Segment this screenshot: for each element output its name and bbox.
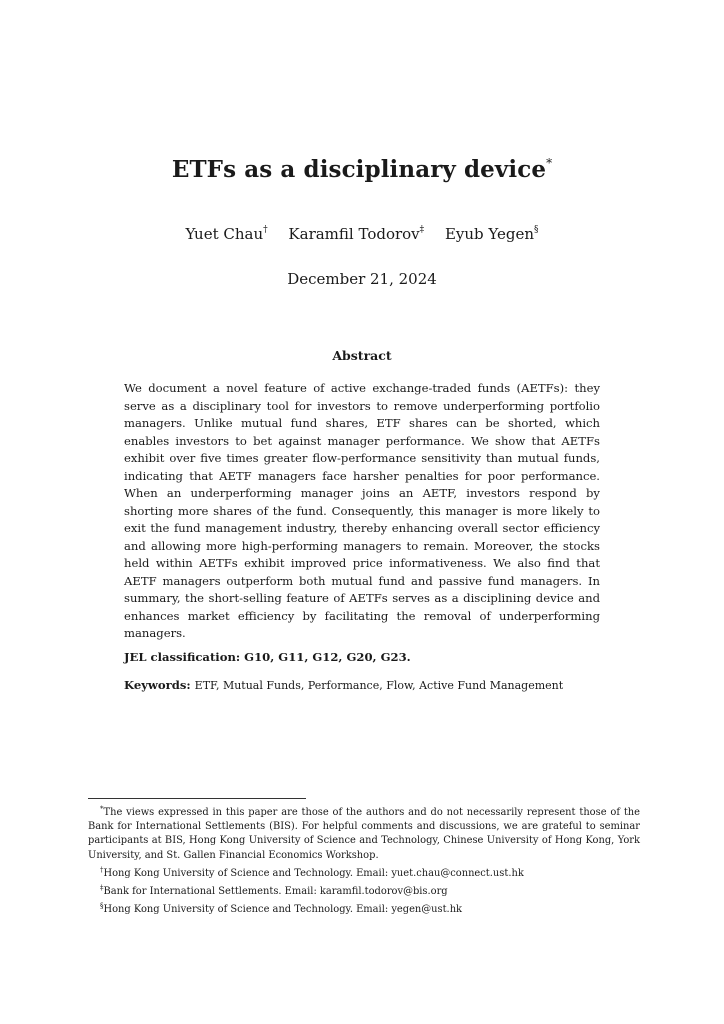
- footnote-mark: *: [100, 805, 104, 813]
- footnote-mark: ‡: [100, 884, 104, 893]
- footnote-1: [88, 802, 640, 863]
- paper-title-text: ETFs as a disciplinary device: [171, 156, 547, 183]
- author-3: [445, 225, 539, 243]
- footnotes: [88, 802, 640, 917]
- jel-classification: JEL classification: G10, G11, G12, G20, G23.: [124, 650, 411, 664]
- footnote-2: [88, 863, 640, 881]
- keywords-label: Keywords:: [124, 678, 191, 692]
- title-footnote-mark: *: [546, 156, 553, 170]
- footnote-mark: §: [100, 902, 104, 911]
- author-1: [185, 225, 267, 243]
- footnote-text: Bank for International Settlements. Email: karamfil.todorov@bis.org: [103, 886, 448, 898]
- abstract-heading: Abstract: [332, 348, 392, 363]
- footnote-divider: [88, 798, 306, 799]
- author-name: Karamfil Todorov: [288, 225, 420, 243]
- author-mark: †: [263, 225, 268, 235]
- author-mark: ‡: [419, 225, 425, 235]
- paper-title: [0, 156, 724, 183]
- footnote-4: [88, 899, 640, 917]
- abstract-text: We document a novel feature of active exchange-traded funds (AETFs): they serve as a disciplinary tool for investors to remove underperforming portfolio managers. Unlike mutual fund shares, ETF shares can be shorted, which enables investors to bet against manager performance. We show that AETFs exhibit over five times greater flow-performance sensitivity than mutual funds, indicating that AETF managers face harsher penalties for poor performance. When an underperforming manager joins an AETF, investors respond by shorting more shares of the fund. Consequently, this manager is more likely to exit the fund management industry, thereby enhancing overall sector efficiency and allowing more high-performing managers to remain. Moreover, the stocks held within AETFs exhibit improved price informativeness. We also find that AETF managers outperform both mutual fund and passive fund managers. In summary, the short-selling feature of AETFs serves as a disciplining device and enhances market efficiency by facilitating the removal of underperforming managers.: [124, 381, 600, 640]
- author-list: [0, 225, 724, 243]
- author-name: Yuet Chau: [185, 225, 264, 243]
- keywords: [124, 678, 624, 692]
- footnote-mark: †: [100, 865, 104, 874]
- author-name: Eyub Yegen: [444, 225, 535, 243]
- paper-date: December 21, 2024: [287, 270, 437, 288]
- footnote-text: The views expressed in this paper are those of the authors and do not necessarily represent those of the Bank for International Settlements (BIS). For helpful comments and discussions, we are grateful to seminar participants at BIS, Hong Kong University of Science and Technology, Chinese University of Hong Kong, York University, and St. Gallen Financial Economics Workshop.: [88, 807, 640, 861]
- author-2: [288, 225, 424, 243]
- footnote-text: Hong Kong University of Science and Technology. Email: yuet.chau@connect.ust.hk: [103, 867, 524, 879]
- author-mark: §: [534, 225, 539, 235]
- footnote-3: [88, 881, 640, 899]
- keywords-text: ETF, Mutual Funds, Performance, Flow, Active Fund Management: [194, 679, 564, 692]
- footnote-text: Hong Kong University of Science and Technology. Email: yegen@ust.hk: [103, 904, 463, 916]
